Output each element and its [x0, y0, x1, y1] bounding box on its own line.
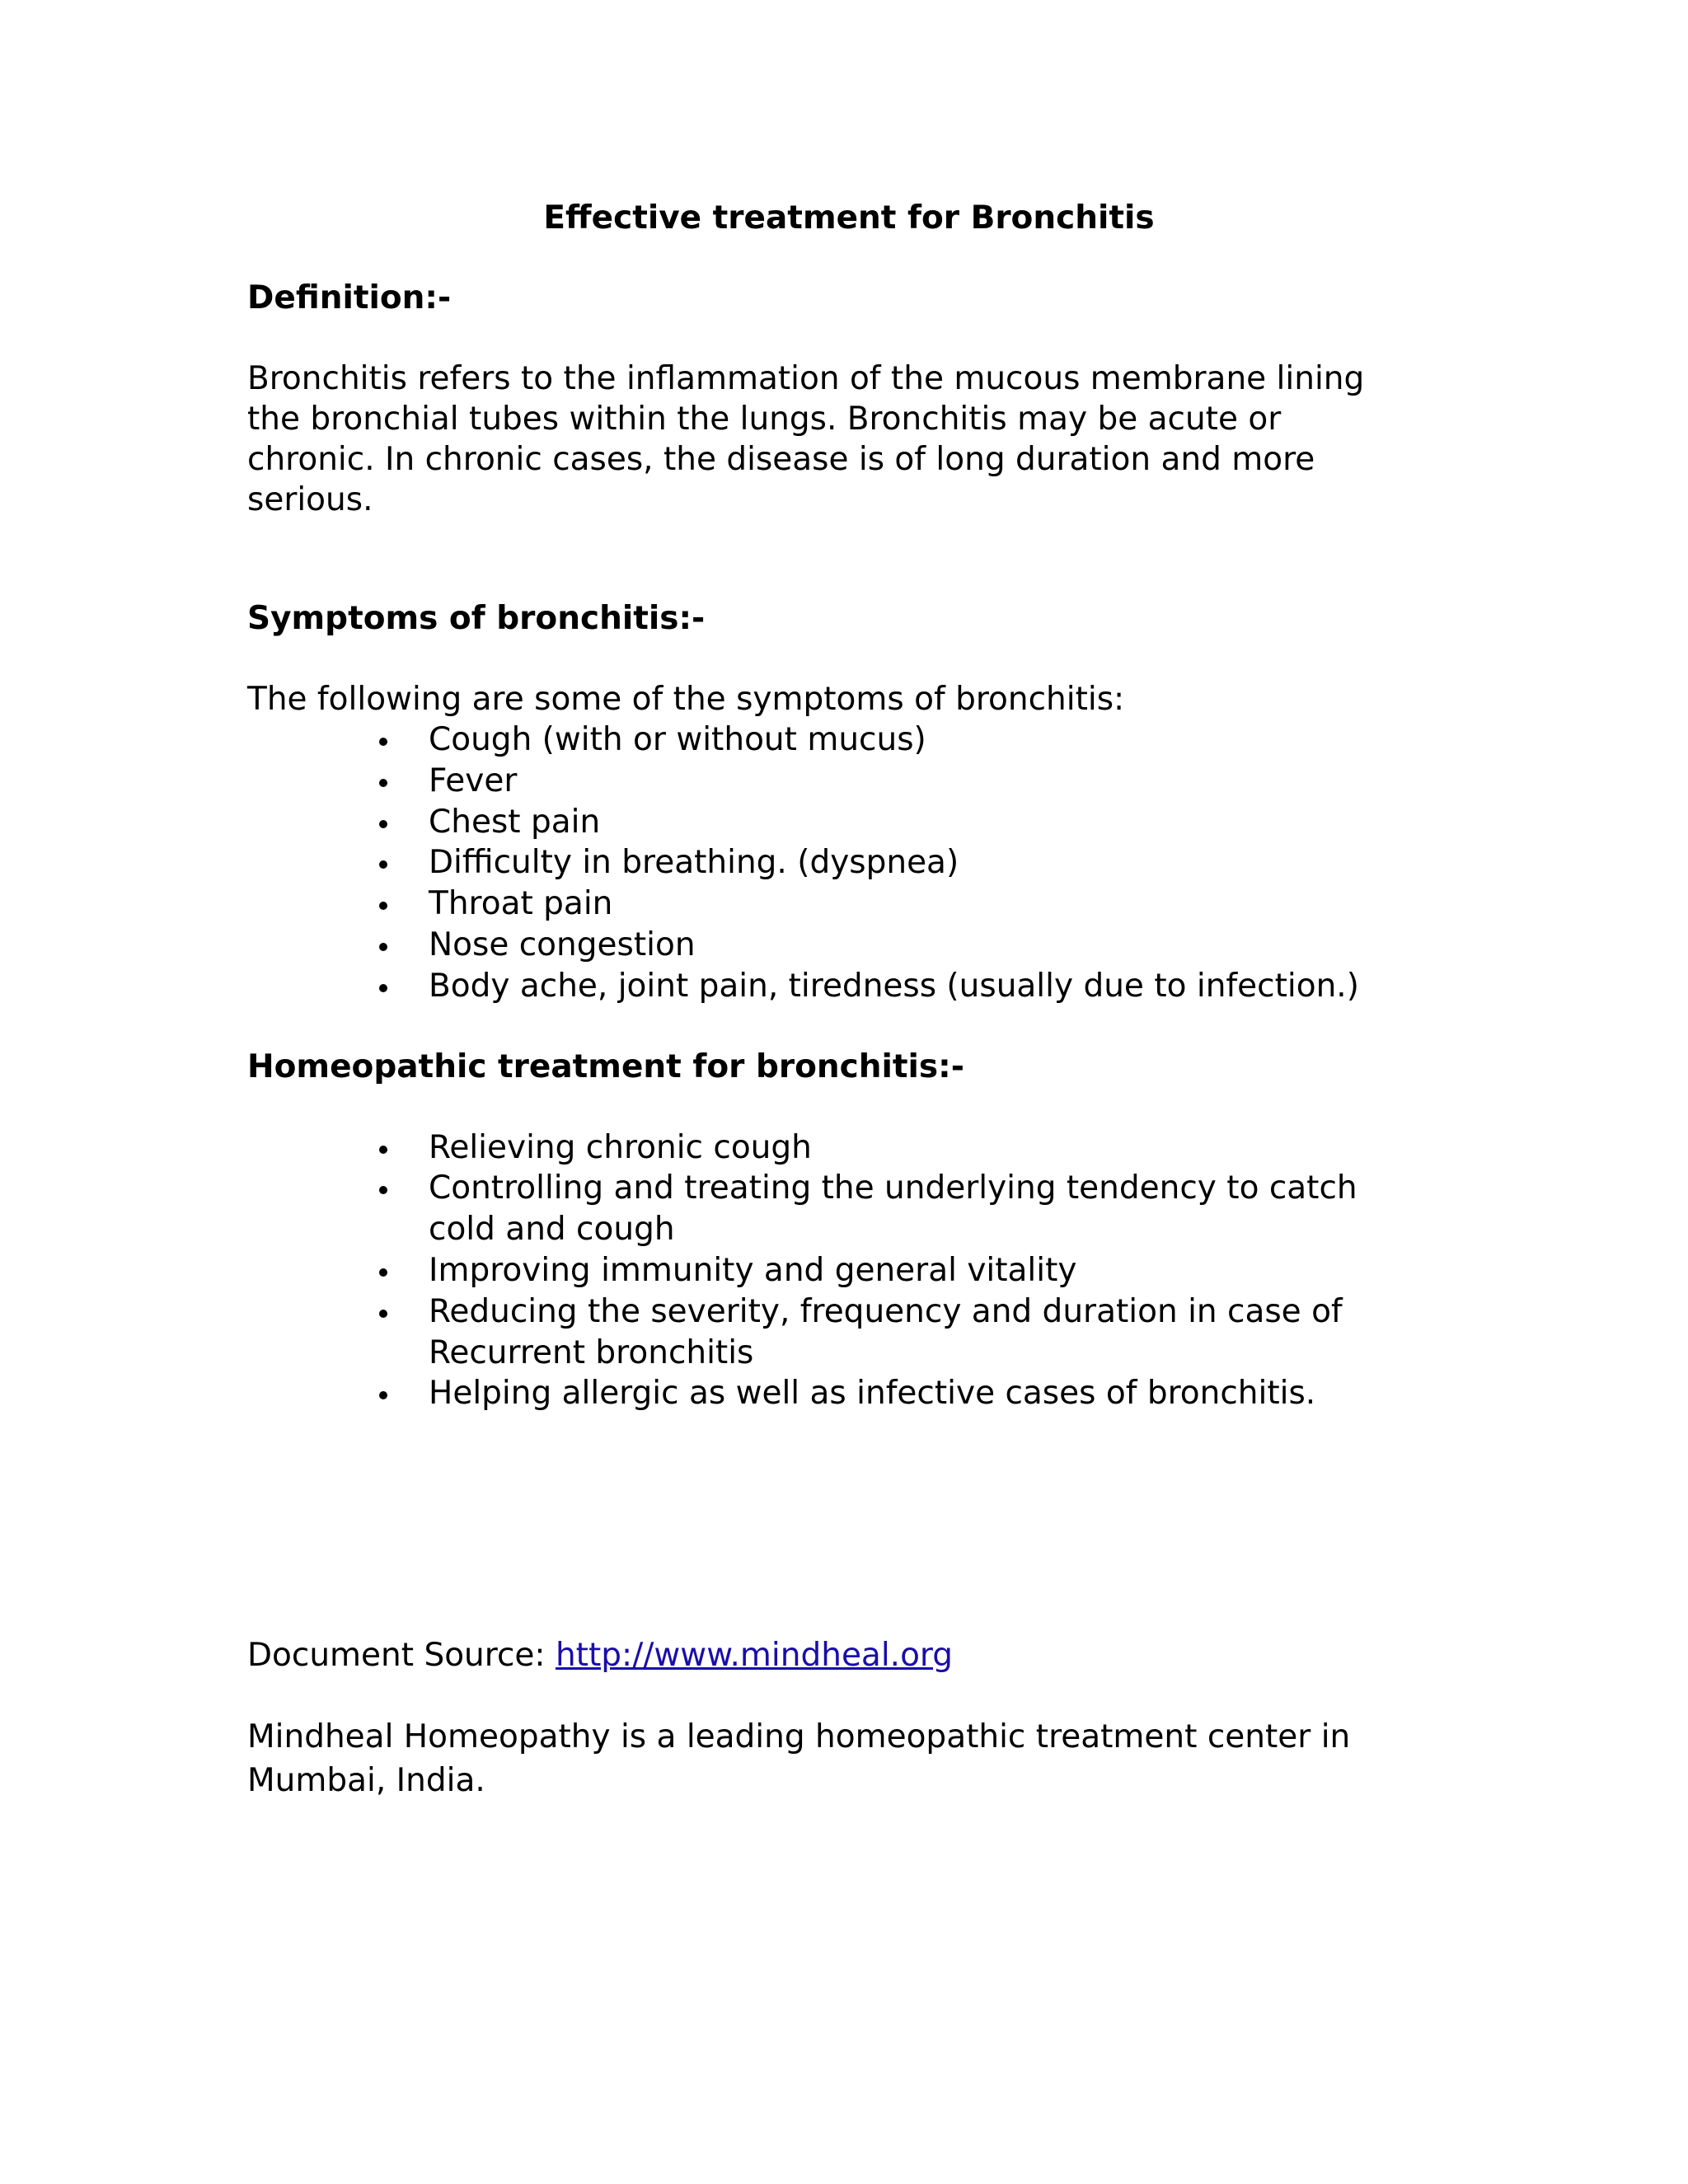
bullet-icon — [379, 902, 387, 910]
document-source — [247, 1635, 1418, 1675]
footer-line: Mindheal Homeopathy is a leading homeopathic treatment center in — [247, 1718, 1351, 1756]
list-item-text: Cough (with or without mucus) — [429, 721, 926, 758]
list-item-text: Controlling and treating the underlying tendency to catch — [429, 1169, 1357, 1207]
treatment-heading: Homeopathic treatment for bronchitis:- — [247, 1047, 964, 1085]
list-item — [247, 761, 1418, 802]
definition-heading: Definition:- — [247, 279, 452, 316]
bullet-icon — [379, 1186, 387, 1194]
symptoms-heading: Symptoms of bronchitis:- — [247, 600, 706, 637]
list-item-text: Recurrent bronchitis — [429, 1333, 754, 1371]
list-item-text: Difficulty in breathing. (dyspnea) — [429, 844, 959, 882]
bullet-icon — [379, 1146, 387, 1154]
definition-line: serious. — [247, 481, 373, 518]
bullet-icon — [379, 984, 387, 992]
source-label: Document Source: — [247, 1637, 556, 1675]
list-item-text: Relieving chronic cough — [429, 1128, 812, 1166]
list-item — [247, 1168, 1418, 1250]
list-item-text: Helping allergic as well as infective cases of bronchitis. — [429, 1375, 1316, 1413]
list-item — [247, 842, 1418, 883]
list-item-text: Nose congestion — [429, 926, 696, 963]
source-link[interactable]: http://www.mindheal.org — [555, 1637, 954, 1675]
symptoms-list — [247, 719, 1418, 1007]
list-item — [247, 883, 1418, 925]
list-item-text: Fever — [429, 762, 518, 799]
symptoms-intro: The following are some of the symptoms of bronchitis: — [247, 681, 1125, 718]
treatment-list — [247, 1127, 1418, 1415]
list-item-text: Throat pain — [429, 885, 613, 923]
list-item — [247, 1373, 1418, 1414]
list-item-text: Improving immunity and general vitality — [429, 1251, 1077, 1289]
list-item — [247, 966, 1418, 1007]
footer-paragraph — [247, 1713, 1418, 1801]
bullet-icon — [379, 1268, 387, 1277]
document-title: Effective treatment for Bronchitis — [543, 199, 1155, 237]
bullet-icon — [379, 1310, 387, 1318]
list-item — [247, 1127, 1418, 1169]
list-item-text: Reducing the severity, frequency and duration in case of — [429, 1292, 1343, 1330]
definition-line: chronic. In chronic cases, the disease is of long duration and more — [247, 441, 1315, 478]
list-item-text: Body ache, joint pain, tiredness (usually due to infection.) — [429, 967, 1359, 1005]
bullet-icon — [379, 860, 387, 869]
definition-line: Bronchitis refers to the inflammation of the mucous membrane lining — [247, 360, 1365, 397]
definition-paragraph — [247, 359, 1418, 520]
list-item — [247, 719, 1418, 761]
bullet-icon — [379, 1391, 387, 1399]
list-item — [247, 1291, 1418, 1374]
definition-line: the bronchial tubes within the lungs. Bronchitis may be acute or — [247, 401, 1282, 438]
list-item — [247, 925, 1418, 966]
bullet-icon — [379, 820, 387, 828]
list-item-text: Chest pain — [429, 803, 601, 841]
list-item — [247, 1250, 1418, 1291]
bullet-icon — [379, 943, 387, 951]
list-item-text: cold and cough — [429, 1211, 675, 1249]
bullet-icon — [379, 779, 387, 787]
footer-line: Mumbai, India. — [247, 1762, 485, 1800]
document-content — [247, 198, 1418, 1801]
list-item — [247, 802, 1418, 843]
bullet-icon — [379, 738, 387, 746]
